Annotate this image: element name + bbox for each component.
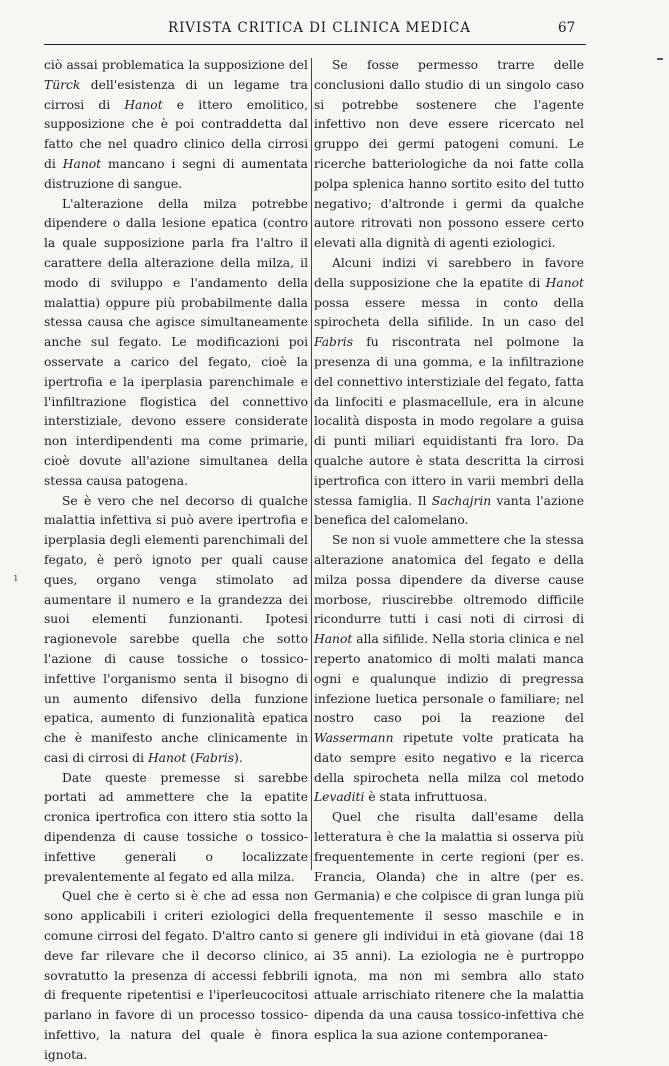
page-header: [0, 0, 669, 46]
paragraph: Date queste premesse si sarebbe portati ad ammettere che la epatite cronica ipertrofica con ittero stia sotto la dipendenza di cause tossiche o tossico-infettive generali o localizzate prevalentemente al fegato ed alla milza.: [44, 770, 308, 884]
left-column: [44, 56, 308, 1066]
paragraph: Se fosse permesso trarre delle conclusioni dallo studio di un singolo caso si potrebbe sostenere che l'agente infettivo non deve essere ricercato nel gruppo dei germi patogeni comuni. Le ricerche batteriologiche da noi fatte colla polpa splenica hanno sortito esito del tutto negativo; d'altronde i germi da qualche autore ritrovati non possono essere certo elevati alla dignità di agenti eziologici.: [314, 58, 584, 251]
header-rule: [44, 44, 586, 45]
paragraph: Se è vero che nel decorso di qualche malattia infettiva si può avere ipertrofia e iperplasia degli elementi parenchimali del fegato, è però ignoto per quali cause ques, organo venga stimolato ad aumentare il numero e la grandezza dei suoi elementi funzionanti. Ipotesi ragionevole sarebbe quella che sotto l'azione di cause tossiche o tossico-infettive l'organismo senta il bisogno di un aumento difensivo della funzione epatica, aumento di funzionalità epatica che è manifesto anche clinicamente in casi di cirrosi di Hanot (Fabris).: [44, 493, 308, 765]
page-edge-mark: [657, 58, 663, 60]
right-column: [314, 56, 584, 1046]
running-title: RIVISTA CRITICA DI CLINICA MEDICA: [168, 20, 471, 36]
paragraph: Se non si vuole ammettere che la stessa alterazione anatomica del fegato e della milza possa dipendere da diverse cause morbose, riuscirebbe oltremodo difficile ricondurre tutti i casi noti di cirrosi di Hanot alla sifilide. Nella storia clinica e nel reperto anatomico di molti malati manca ogni e qualunque indizio di pregressa infezione luetica personale o familiare; nel nostro caso poi la reazione del Wassermann ripetute volte praticata ha dato sempre esito negativo e la ricerca della spirocheta nella milza col metodo Levaditi è stata infruttuosa.: [314, 533, 584, 805]
page-number: 67: [558, 20, 576, 36]
column-divider: [311, 58, 312, 870]
paragraph: L'alterazione della milza potrebbe dipendere o dalla lesione epatica (contro la quale supposizione parla fra l'altro il carattere della alterazione della milza, il modo di sviluppo e l'andamento della malattia) oppure più probabilmente dalla stessa causa che agisce simultaneamente anche sul fegato. Le modificazioni poi osservate a carico del fegato, cioè la ipertrofia e la iperplasia parenchimale e l'infiltrazione flogistica del connettivo interstiziale, devono essere considerate non interdipendenti ma come primarie, cioè dovute all'azione simultanea della stessa causa patogena.: [44, 196, 308, 488]
paragraph: Quel che risulta dall'esame della letteratura è che la malattia si osserva più frequentemente in certe regioni (per es. Francia, Olanda) che in altre (per es. Germania) e che colpisce di gran lunga più frequentemente il sesso maschile e in genere gli individui in età giovane (dai 18 ai 35 anni). La eziologia ne è purtroppo ignota, ma non mi sembra allo stato attuale arrischiato ritenere che la malattia dipenda da una causa tossico-infettiva che esplica la sua azione contemporanea-: [314, 810, 584, 1043]
margin-mark: ı: [14, 571, 18, 584]
paragraph: ciò assai problematica la supposizione del Türck dell'esistenza di un legame tra cirrosi di Hanot e ittero emolitico, supposizione che è poi contraddetta dal fatto che nel quadro clinico della cirrosi di Hanot mancano i segni di aumentata distruzione di sangue.: [44, 58, 309, 191]
paragraph: Quel che è certo si è che ad essa non sono applicabili i criteri eziologici della comune cirrosi del fegato. D'altro canto si deve far rilevare che il decorso clinico, sovratutto la presenza di accessi febbrili di frequente ripetentisi e l'iperleucocitosi parlano in favore di un processo tossico-infettivo, la natura del quale è finora ignota.: [44, 889, 308, 1062]
paragraph: Alcuni indizi vi sarebbero in favore della supposizione che la epatite di Hanot possa essere messa in conto della spirocheta della sifilide. In un caso del Fabris fu riscontrata nel polmone la presenza di una gomma, e la infiltrazione del connettivo interstiziale del fegato, fatta da linfociti e plasmacellule, era in alcune località disposta in modo regolare a guisa di punti miliari equidistanti fra loro. Da qualche autore è stata descritta la cirrosi ipertrofica con ittero in varii membri della stessa famiglia. Il Sachajrin vanta l'azione benefica del calomelano.: [314, 255, 584, 528]
